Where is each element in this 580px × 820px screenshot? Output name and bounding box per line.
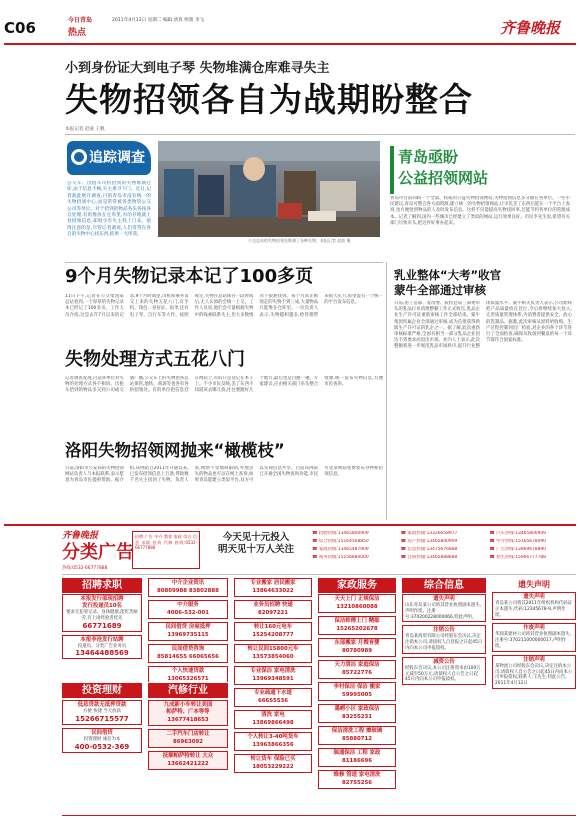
col2-head: 汽修行业 [148,683,228,698]
col2-item [148,666,228,682]
col2b-phone: 13662421222 [167,761,209,767]
col4-phone: 83255231 [341,714,372,720]
col4-item [318,770,396,789]
lost-items-photo [158,141,380,237]
col1-title: 本报发行部现招聘 发行投递员10名 [80,596,124,609]
col3-item [234,600,312,619]
ad-phone-1: ☎ 家政热线:13326658977 [400,531,458,536]
ad-top-rule [4,524,576,526]
col1b-title: 低息贷款无抵押贷款 [77,702,127,708]
col4-phone: 15265202678 [336,626,378,632]
col4-phone: 85722776 [341,670,372,676]
col2-list [148,578,228,682]
investigate-badge-icon [71,149,87,165]
ad-phone-11: ☎ 招生热线:15966777788 [489,555,546,560]
ad-phone-0: ☎ 招聘热线:13465800909 [312,531,369,536]
headline-rule [65,134,575,135]
col4-title: 保洁师傅上门 精细 [334,618,380,624]
col4-title: 天力清洁 家庭保洁 [334,662,380,668]
col6-title: 注销声明 [523,656,545,663]
col2b-item [148,700,228,726]
header-rule [4,43,576,45]
ad-slogan: 今天见十元投入 明天见十万人关注 [217,532,294,555]
col1b-body: 投资理财 诚信为本 [83,736,121,742]
story2-title: 失物处理方式五花八门 [65,349,245,370]
col2b-item [148,729,228,748]
col1-phone: 13464488569 [75,649,129,658]
col3-title: 个人转让3-40吨货车 [247,734,299,740]
col4-title: 东部搬家 月嫂育婴 [334,640,380,646]
col4-item [318,616,396,635]
col1-title: 本报李沧发行站聘 [80,636,124,643]
col3-item [234,754,312,773]
col1b-phone: 15266715577 [75,714,129,723]
ad-logo-title: 分类广告 [62,542,134,563]
brand-logo: 齐鲁晚报 [500,19,561,37]
col1-item [62,635,142,660]
col4-title: 李村保洁 保洁 搬家 [333,684,381,690]
column-divider [386,262,387,520]
green-box-body: 青岛市目前尚缺一个全面、权威的公益失物招领网站,失物招领信息多分散在各单位。一些市民建议,青岛可整合各方面资源,建立统一的失物招领网站,让市民丢了东西后能在一个平台上查询,也方便拾到物品的人及时发布信息。这样不仅能提高失物找回率,还能节约各单位的管理成本。记者了解到,国内一些城市已经建立了类似的网站,运行效果良好。市民李先生说,希望有关部门尽快牵头,把这件好事办起来。 [390,196,570,226]
col3-item [234,688,312,707]
col5-list [402,594,486,812]
col3-phone: 13969348591 [252,676,294,682]
col4-item [318,660,396,679]
col4-phone: 81186696 [341,758,372,764]
green-box-title: 青岛亟盼 公益招领网站 [398,148,489,187]
col1-head: 招聘求职 [62,578,142,593]
col5-item [402,594,486,622]
ad-left-note: 热线:0532-66777888 [62,566,108,571]
section-label-hot: 热点 [68,28,87,38]
col6-item [492,623,576,651]
col3-item [234,710,312,729]
col4-item [318,594,396,613]
col2-list2 [148,700,228,812]
col2-item [148,578,228,597]
col4-item [318,682,396,701]
col1b-phone: 400-0532-369 [74,742,130,751]
col3-title: 专业搬家 居民搬家 [250,580,296,586]
col2b-title: 九成新小车转让美国 帕萨特、广本等等 [163,702,213,715]
col3-item [234,578,312,597]
col4-phone: 59995005 [341,692,372,698]
photo-rule [65,262,383,263]
col3-phone: 13869866498 [252,720,294,726]
col3-item [234,732,312,751]
col2-title: 中介企业资讯 [171,580,205,586]
ad-phone-6: ☎ 家政热线:13465487909 [312,547,369,552]
col5-title: 减资公告 [433,658,455,665]
col2b-item [148,751,228,770]
col5-body: 山东青岛某公司将其营业执照副本遗失,声明作废。注册号:370200228000066,特此声明。 [405,603,482,620]
story3-body: 日前,洛阳市公安局的失物招领网站负责人与本报联系,表示愿意为青岛市民提供帮助。据介绍,该网站自2011年开通以来,已发布招领信息上万条,帮助数千名失主找回了失物。负责人说,网络不受地域限制,外地丢失的物品也可以在网上查询,如果青岛能建立类似平台,双方可以实现信息共享。目前该网站已开通全国失物查询功能,市民可登录网站免费发布寻物和招领信息。 [65,466,383,484]
col3-phone: 13864633022 [252,588,294,594]
section-label-today: 今日青岛 [68,17,93,24]
date-line: 2011年4月12日 星期二 编辑 唐真 组版 李飞 [112,18,205,23]
headline: 失物招领各自为战期盼整合 [65,80,473,119]
col4-head: 家政服务 [318,578,396,593]
col5-head: 综合信息 [402,578,486,593]
col3-title: 专业疏通下水道 [254,690,292,696]
ad-phone-3: ☎ 综合热线:15164568850 [312,539,369,544]
ad-phone-9: ☎ 商务热线:15156880000 [312,555,369,560]
col4-title: 墨崂小区 家政保洁 [334,706,380,712]
col1b-item [62,700,142,725]
col4-item [318,638,396,657]
col3-title: 清洗 家电 [261,712,285,718]
col2b-phone: 86963092 [172,739,203,745]
col3-item [234,644,312,663]
col1b-item [62,728,142,753]
ad-logo-brand: 齐鲁晚报 [62,531,99,541]
col1b-title: 民间借贷 [91,729,113,736]
col3-title: 转让货车 保险已买 [250,756,296,762]
col3-phone: 82097221 [257,610,288,616]
col3-title: 业务员招聘 快递 [253,602,293,608]
col1b-body: 方便 快捷 当天放款 [83,709,121,714]
story2-body: 记者调查发现,目前各单位对失物的处理方式各不相同。出租车拾到的物品多交到公司或交通广播,公交车上的失物由各总站保管,地铁、商场等也各有各的招领处。有的单位把信息挂在网站上,有的只是登记在本子上。不少市民反映,丢了东西不知道该去哪儿找,往往要跑好几个地方,最后也是白跑一趟。专家建议,应由相关部门牵头整合资源,统一发布失物信息,方便市民查询。 [65,376,383,394]
col2-phone: 85814655 66065656 [157,654,219,660]
col1-body: 投递员、分类广告业务员 [77,643,127,649]
col6-item [492,655,576,689]
col3-item [234,622,312,641]
col2-item [148,644,228,663]
col4-phone: 13210860088 [336,604,378,610]
ad-phones [312,531,576,571]
ad-phone-7: ☎ 信息热线:13475676888 [400,547,458,552]
col1-body: 要求无犯罪记录、身体健康,能吃苦耐劳,有上岗经验者优先 [66,610,138,621]
story4-title: 乳业整体“大考”收官 蒙牛全部通过审核 [394,268,502,297]
col2b-title: 二手汽车门店转让 [166,731,210,737]
col4-title: 维修 管道 家电清洗 [333,772,381,778]
col5-title: 遗失声明 [433,596,455,602]
story1-body: 11日下午,记者在公交集团某总站看到,一个厚厚的失物记录本已经记了100多页。工作人员介绍,这是去年7月以来的记录,9个月时间里,司机和乘务员交上来的失物五花八门,有手机、钱包、身份证、雨伞,还有电子琴、自行车等大件。按照规定,失物在总站保存一段时间后,无人认领的会统一上交。工作人员说,他们会尽量根据失物中的线索联系失主,但大多数情况下很难找到。每个月真正被领走的失物不到三成,大量物品只能堆在仓库里。一位负责人表示,失物越积越多,给管理带来很大压力,希望能有一个统一的平台发布信息。 [65,294,383,318]
ad-notice-text: 招聘 广告 中介 教育 家政 综合 信息 求职 投资 汽修 热线:0532-66777888 [135,534,197,551]
col5-body: 青岛某商贸有限公司经股东会决议,决定注销本公司,请债权人自登报之日起45日内向本公司申报债权。 [405,634,483,651]
col2-phone: 13969735115 [167,632,209,638]
col6-body: 青岛某公司将其2011年组织机构代码证正本遗失,代码:12345678-9,声明作废。 [495,601,573,618]
col6-item [492,592,576,620]
col2-phone: 4006-532-001 [167,610,209,616]
col6-title: 遗失声明 [523,594,545,600]
col1-phone: 66771689 [82,621,122,630]
col3-title: 专业保洁 家电清洗 [250,668,296,674]
page-bottom-rule [62,815,576,816]
green-box-accent [390,146,394,194]
investigate-label: 追踪调查 [89,150,145,166]
col6-title: 作废声明 [523,625,545,632]
col6-list [492,592,576,812]
ad-phone-10: ☎ 注册热线:13465888888 [400,555,458,560]
col5-body: 经股东会决议,本公司注册资本由100万元减至50万元,请债权人自公告之日起45日内向本公司申报债权。 [405,665,481,683]
col2-title: 个人快速贷款 [171,668,205,674]
col4-title: 保洁清洗工程 擦玻璃 [331,728,383,734]
col3-title: 转让160元电车 [253,624,293,630]
col1-list2 [62,700,142,812]
page-number: C06 [4,19,36,37]
col3-title: 转让民间15800元车 [247,646,299,652]
col4-item [318,726,396,745]
col5-item [402,657,486,685]
col4-item [318,748,396,767]
subhead: 小到身份证大到电子琴 失物堆满仓库难寻失主 [65,61,330,76]
col2-item [148,622,228,641]
col4-item [318,704,396,723]
ad-header-rule [62,574,576,575]
col6-head: 遗失声明 [518,580,550,589]
col3-phone: 13573854060 [252,654,294,660]
investigate-badge [67,141,151,175]
ad-notice-box [132,531,200,569]
ad-phone-8: ☎ 广告热线:13869678890 [489,547,546,552]
ad-phone-4: ☎ 房产热线:13465800909 [400,539,458,544]
col3-list [234,578,312,812]
col4-title: 瑞通保洁 工程 家政 [333,750,381,756]
col3-phone: 15254208777 [252,632,294,638]
col2-title: 中介服务 [177,602,199,608]
byline: 本报记者 赵波 王帆 [65,127,105,132]
col2-title: 民间借贷咨询 [171,646,205,652]
col6-body: 华润某建材公司将其营业执照副本遗失,注册号:370211000000017,声明作废。 [495,632,572,649]
photo-caption: 公交总站的失物招领处堆满了各种失物。本报记者 赵波 摄 [248,238,351,243]
col2-item [148,600,228,619]
col3-item [234,666,312,685]
story1-title: 9个月失物记录本记了100多页 [65,266,314,287]
col4-list [318,594,396,812]
col2b-title: 抚顺帕萨特转让 大众 [162,753,214,759]
col1-list [62,594,142,684]
col1-item [62,594,142,632]
col2-title: 民间借贷 房屋抵押 [165,624,211,630]
col2-phone: 13065326571 [167,676,209,682]
col2-phone: 80809988 83802888 [157,588,219,594]
col4-phone: 80780989 [341,648,372,654]
col4-phone: 82755256 [341,780,372,786]
col6-body: 某物流公司经股东会决议,决定注销本公司,请债权人自公告之日起45日内向本公司申报债权,联系人:王先生,特此公告。2011年4月12日 [495,663,573,687]
lead-paragraph: 公交车、出租车司机拾到的失物堆满仓库,由于信息不畅,失主难寻下门。近日,记者就此展开调查,目前青岛市没有统一的失物招领中心,而是常常被各类物管公交公司等单位。对于拾到的物品各头各按各自处理,有的堆放在仓库里,有的存地就上登招领信息,却很少有失主找上门来。值得注意的是,尽管记者调查,人们常常在各自的失物中心找东西,结果一无所获。 [67,181,151,237]
col3-phone: 18053229222 [252,764,294,770]
col4-title: 天天上门 正规保洁 [334,596,380,602]
story4-body: 日前,由工信部、发改委、质检总局三部委牵头的乳品行业清理整顿工作正式收官,乳品企业生产许可证重新审核工作全部结束。蒙牛集团所属企业全部通过审核,成为首批获得新版生产许可证的乳企之一。据了解,此次重新审核标准严格,全国有相当一部分乳品企业因达不到要求而退出市场。业内人士表示,此次整顿将进一步规范乳品市场秩序,提升行业整体质量水平。蒙牛相关负责人表示,公司始终把产品质量放在首位,今后将继续加大投入,完善质量管理体系,为消费者提供安全、放心的乳制品。据悉,此次审核从原料奶收购、生产过程控制到出厂检验,对企业的各个环节进行了全面检查,确保从牧场到餐桌的每一个环节都符合国家标准。 [394,301,572,350]
col5-item [402,625,486,653]
ad-phone-5: ☎ 中介热线:15165678090 [489,539,546,544]
story3-title: 洛阳失物招领网抛来“橄榄枝” [65,441,285,460]
col3-phone: 66655536 [257,698,288,704]
col2b-phone: 13677418653 [167,717,209,723]
col1-head2: 投资理财 [62,683,142,698]
col3-phone: 13963866356 [252,742,294,748]
col5-title: 注销公告 [433,627,455,634]
col4-phone: 85880712 [341,736,372,742]
ad-phone-2: ☎ 汽车热线:13465800909 [489,531,546,536]
